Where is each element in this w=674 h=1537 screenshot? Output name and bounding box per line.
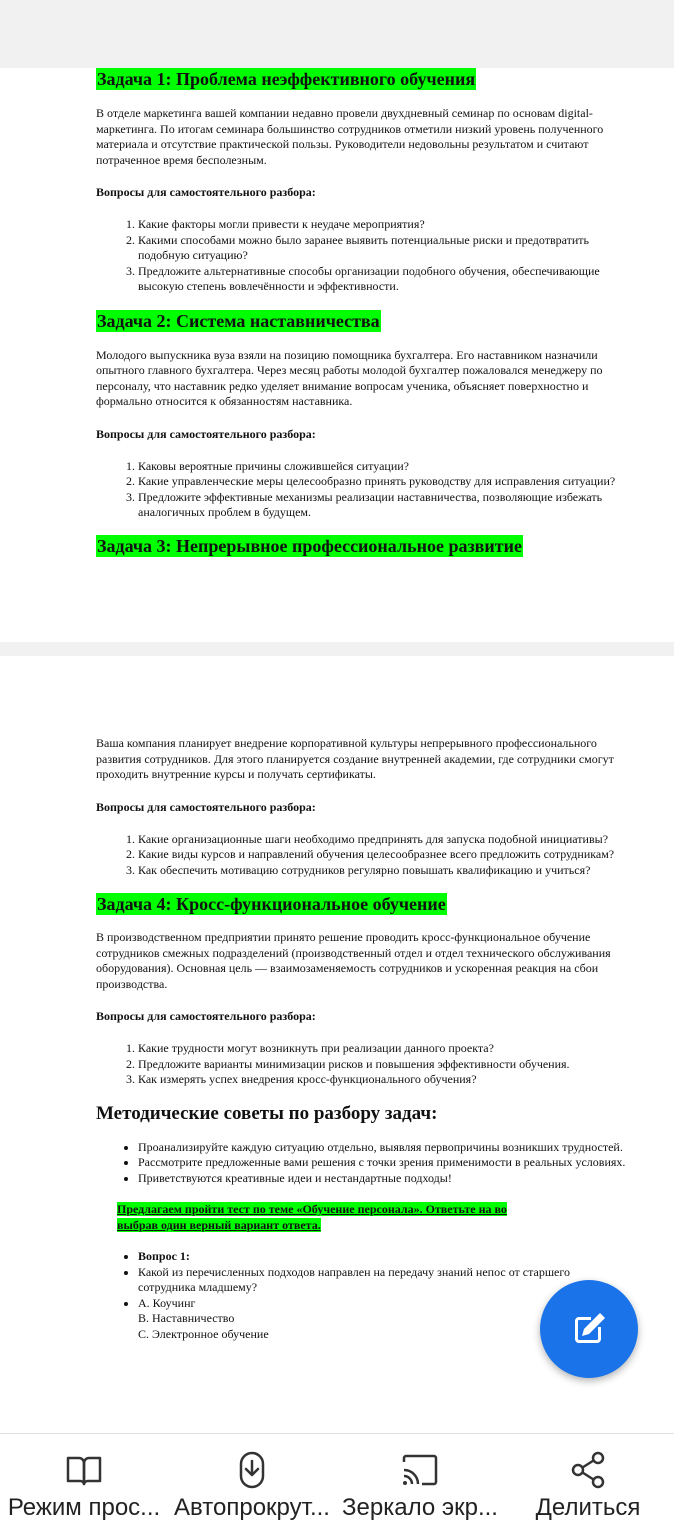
task2-title: Задача 2: Система наставничества <box>97 310 380 331</box>
test-intro-line1: Предлагаем пройти тест по теме «Обучение персонала». Ответьте на во <box>117 1202 507 1216</box>
test-intro-line2: выбрав один верный вариант ответа. <box>117 1217 321 1232</box>
test-question-list <box>96 1249 578 1342</box>
bottom-action-bar <box>0 1433 674 1537</box>
list-item: 3. Предложите альтернативные способы организации подобного обучения, обеспечивающие высокую степень вовлечённости и эффективности. <box>138 264 636 295</box>
test-intro <box>117 1202 567 1233</box>
option-b: B. Наставничество <box>138 1311 235 1325</box>
list-item: 1. Какие трудности могут возникнуть при реализации данного проекта? <box>138 1041 636 1057</box>
list-item: 1. Какие организационные шаги необходимо предпринять для запуска подобной инициативы? <box>138 832 636 848</box>
list-item: 3. Как обеспечить мотивацию сотрудников регулярно повышать квалификацию и учиться? <box>138 863 636 879</box>
question-1-text: • Какой из перечисленных подходов направлен на передачу знаний непос от старшего сотрудника младшему? <box>138 1265 578 1296</box>
task4-title: Задача 4: Кросс-функциональное обучение <box>97 894 446 914</box>
list-item: 3. Как измерять успех внедрения кросс-функционального обучения? <box>138 1072 636 1088</box>
list-item: 2. Предложите варианты минимизации рисков и повышения эффективности обучения. <box>138 1057 636 1073</box>
share-icon <box>568 1450 608 1490</box>
task3-questions-heading: Вопросы для самостоятельного разбора: <box>96 799 316 814</box>
question-1-options <box>138 1296 578 1343</box>
task3-title: Задача 3: Непрерывное профессиональное развитие <box>97 535 522 556</box>
task3-questions-list <box>96 832 636 879</box>
task1-questions-heading: Вопросы для самостоятельного разбора: <box>96 185 316 199</box>
bottom-bar-label: Зеркало экр... <box>342 1494 498 1521</box>
advice-heading: Методические советы по разбору задач: <box>96 1102 438 1124</box>
list-item: 3. Предложите эффективные механизмы реализации наставничества, позволяющие избежать аналогичных проблем в будущем. <box>138 490 636 521</box>
task1-title: Задача 1: Проблема неэффективного обучения <box>97 69 476 89</box>
task1-questions-list <box>96 217 636 295</box>
task2-body: Молодого выпускника вуза взяли на позицию помощника бухгалтера. Его наставником назначили опытного главного бухгалтера. Через месяц работы молодой бухгалтер пожаловался менеджеру по персоналу, что наставник редко уделяет внимание вопросам ученика, объясняет поверхностно и формально относится к обязанностям наставника. <box>96 347 603 408</box>
task4-questions-heading: Вопросы для самостоятельного разбора: <box>96 1009 316 1023</box>
bottom-bar-label: Автопрокрут... <box>174 1494 330 1521</box>
list-item: 2. Какие управленческие меры целесообразно принять руководству для исправления ситуации? <box>138 474 636 490</box>
question-1-label: • Вопрос 1: <box>138 1249 578 1265</box>
document-page-1 <box>0 68 674 642</box>
list-item: 1. Какие факторы могли привести к неудаче мероприятия? <box>138 217 636 233</box>
list-item: • Приветствуются креативные идеи и нестандартные подходы! <box>138 1171 636 1187</box>
autoscroll-button[interactable] <box>168 1434 336 1537</box>
list-item: • Рассмотрите предложенные вами решения с точки зрения применимости в реальных условиях. <box>138 1155 636 1171</box>
list-item: 2. Какими способами можно было заранее выявить потенциальные риски и предотвратить подобную ситуацию? <box>138 233 636 264</box>
share-button[interactable] <box>504 1434 672 1537</box>
option-a: A. Коучинг <box>138 1295 196 1310</box>
edit-icon <box>567 1307 611 1351</box>
advice-list <box>96 1140 636 1187</box>
task4-questions-list <box>96 1041 636 1088</box>
screen-mirror-button[interactable] <box>336 1434 504 1537</box>
task2-questions-list <box>96 459 636 521</box>
task1-body: В отделе маркетинга вашей компании недавно провели двухдневный семинар по основам digital-маркетинга. По итогам семинара большинство сотрудников отметили низкий уровень полученного материала и отсутствие практической пользы. Руководители недовольны результатом и считают потраченное время бесполезным. <box>96 106 604 167</box>
bottom-bar-label: Делиться <box>535 1494 641 1521</box>
task2-questions-heading: Вопросы для самостоятельного разбора: <box>96 426 316 441</box>
task4-body: В производственном предприятии принято решение проводить кросс-функциональное обучение сотрудников смежных подразделений (производственный отдел и отдел технического обслуживания оборудования). Основная цель — взаимозаменяемость сотрудников и ускоренная реакция на сбои производства. <box>96 930 611 991</box>
autoscroll-icon <box>232 1450 272 1490</box>
reading-mode-button[interactable] <box>0 1434 168 1537</box>
list-item: 1. Каковы вероятные причины сложившейся ситуации? <box>138 459 636 475</box>
cast-icon <box>400 1450 440 1490</box>
list-item: • Проанализируйте каждую ситуацию отдельно, выявляя первопричины возникших трудностей. <box>138 1140 636 1156</box>
bottom-bar-label: Режим прос... <box>7 1494 161 1521</box>
list-item: 2. Какие виды курсов и направлений обучения целесообразнее всего предложить сотрудникам? <box>138 847 636 863</box>
book-icon <box>64 1450 104 1490</box>
task3-body: Ваша компания планирует внедрение корпоративной культуры непрерывного профессионального развития сотрудников. Для этого планируется создание внутренней академии, где сотрудники смогут проходить внутренние курсы и получать сертификаты. <box>96 736 614 781</box>
option-c: C. Электронное обучение <box>138 1326 269 1341</box>
edit-button[interactable] <box>540 1280 638 1378</box>
